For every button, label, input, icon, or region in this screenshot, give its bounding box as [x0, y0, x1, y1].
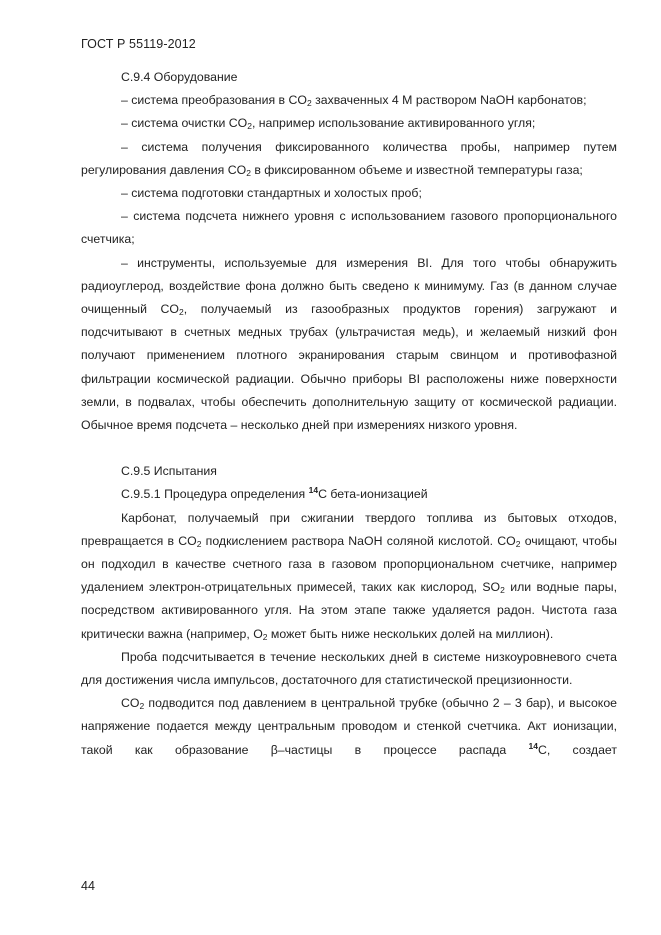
page-number: 44 — [81, 879, 95, 893]
paragraph-co2-pressure: $CO_2$ подводится под давлением в центральной трубке (обычно 2 – 3 бар), и высокое напряжение подается между центральным проводом и стенкой счетчика. Акт ионизации, такой как образование β–частицы в процессе распада $^{14}$C, создает — [81, 696, 617, 757]
section-title-c94: С.9.4 Оборудование — [121, 70, 238, 84]
equipment-item-6: – инструменты, используемые для измерения BI. Для того чтобы обнаружить радиоуглерод, воздействие фона должно быть сведено к минимуму. Газ (в данном случае очищенный $CO_2$, получаемый из газообразных продуктов горения) загружают и подсчитывают в счетных медных трубах (ультрачистая медь), и желаемый низкий фон получают применением плотного экранирования старым свинцом и противофазной фильтрации космической радиации. Обычно приборы BI расположены ниже поверхности земли, в подвалах, чтобы обеспечить дополнительную защиту от космической радиации. Обычное время подсчета – несколько дней при измерениях низкого уровня. — [81, 255, 617, 433]
equipment-item-5: – система подсчета нижнего уровня с использованием газового пропорционального счетчика; — [81, 209, 617, 247]
page-body — [81, 66, 617, 762]
section-title-c95: С.9.5 Испытания — [121, 464, 217, 479]
paragraph-counting: Проба подсчитывается в течение нескольких дней в системе низкоуровневого счета для достижения числа импульсов, достаточного для статистической прецизионности. — [81, 649, 617, 688]
equipment-item-4: – система подготовки стандартных и холостых проб; — [121, 186, 422, 201]
equipment-item-2: – система очистки $CO_2$, например использование активированного угля; — [121, 116, 536, 132]
standard-header: ГОСТ Р 55119-2012 — [81, 37, 196, 51]
equipment-item-1: – система преобразования в $CO_2$ захваченных 4 М раствором NaOH карбонатов; — [121, 93, 587, 109]
equipment-item-3: – система получения фиксированного количества пробы, например путем регулирования давления $CO_2$ в фиксированном объеме и известной температуры газа; — [81, 139, 617, 178]
subsection-title-c951: С.9.5.1 Процедура определения $^{14}$C бета-ионизацией — [121, 485, 428, 502]
paragraph-carbonate: Карбонат, получаемый при сжигании твердого топлива из бытовых отходов, превращается в $CO_2$ подкислением раствора NaOH соляной кислотой. $CO_2$ очищают, чтобы он подходил в качестве счетного газа в газовом пропорциональном счетчике, например удалением электрон-отрицательных примесей, таких как кислород, $SO_2$ или водные пары, посредством активированного угля. На этом этапе также удаляется радон. Чистота газа критически важна (например, $O_2$ может быть ниже нескольких долей на миллион). — [81, 510, 617, 642]
